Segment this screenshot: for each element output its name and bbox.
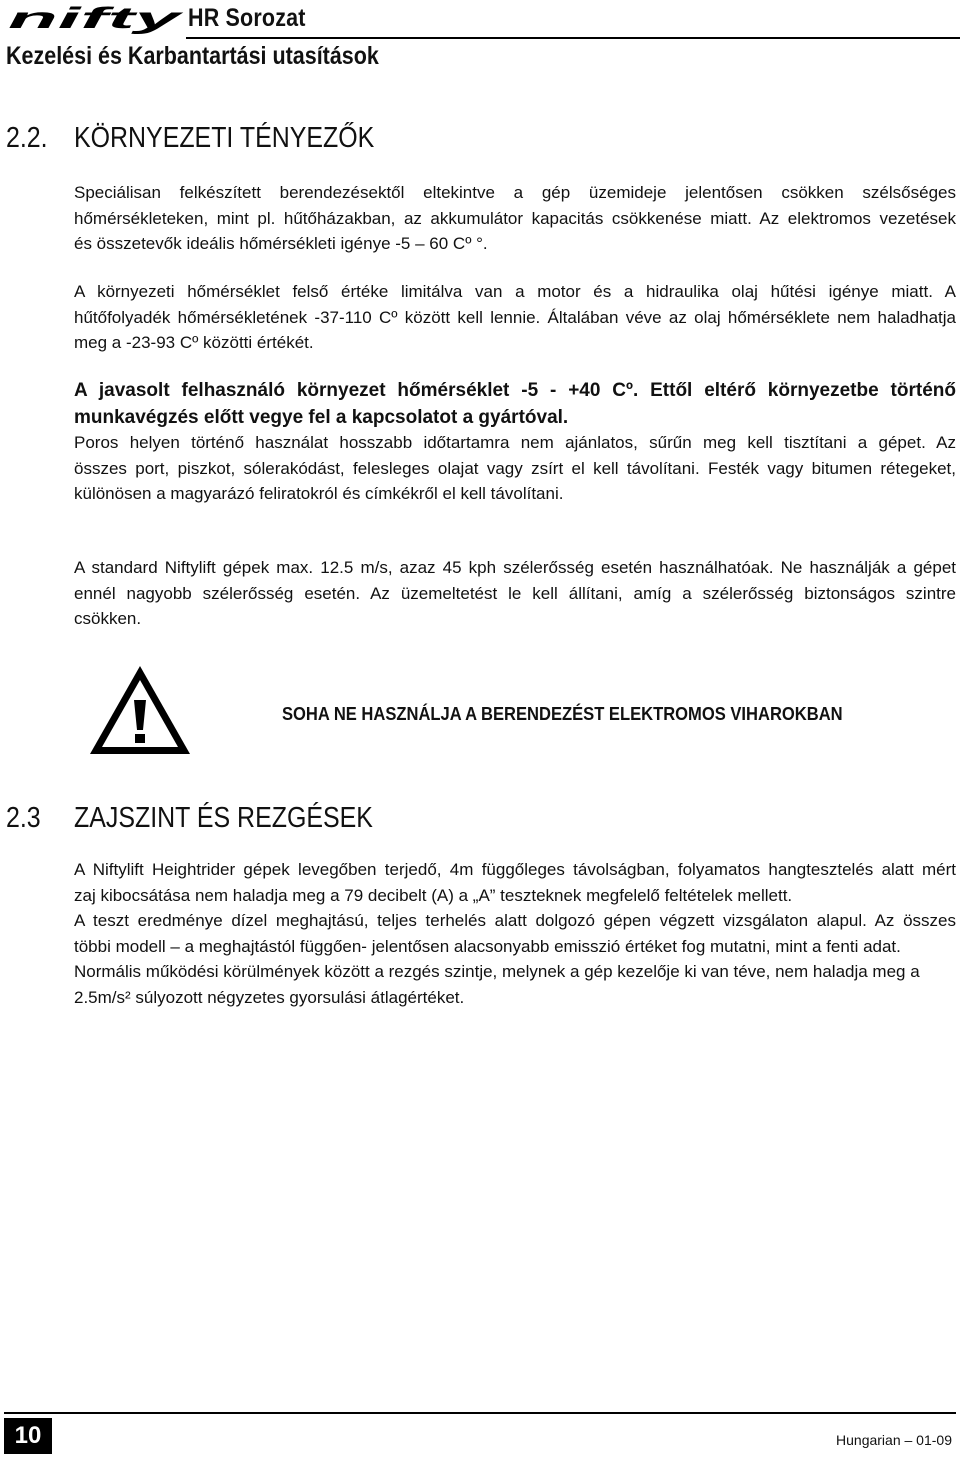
section-title: ZAJSZINT ÉS REZGÉSEK <box>74 802 373 834</box>
svg-text:nifty: nifty <box>8 4 184 34</box>
text-line: A környezeti hőmérséklet felső értéke limitálva van a motor és a hidraulika olaj hűtési igénye miatt. A <box>74 282 956 301</box>
paragraph-temperature-limits <box>74 279 956 356</box>
paragraph-recommended-temperature <box>74 377 956 431</box>
text-line: többi modell – a meghajtástól függően- jelentősen alacsonyabb emisszió értéket fog mutatni, mint a fenti adat. <box>74 936 901 956</box>
storm-warning: SOHA NE HASZNÁLJA A BERENDEZÉST ELEKTROMOS VIHAROKBAN <box>282 704 843 724</box>
text-line: csökken. <box>74 609 142 628</box>
text-line: munkavégzés előtt vegye fel a kapcsolatot a gyártóval. <box>74 407 569 428</box>
text-line: A teszt eredménye dízel meghajtású, teljes terhelés alatt dolgozó gépen végzett vizsgálaton alapul. Az összes <box>74 911 956 930</box>
paragraph-dust <box>74 430 956 507</box>
paragraph-wind <box>74 555 956 632</box>
text-line: hőmérsékleteken, mint pl. hűtőházakban, az akkumulátor kapacitás csökkenése miatt. Az elektromos vezetések <box>74 208 956 228</box>
footer-language: Hungarian – 01-09 <box>836 1432 952 1448</box>
text-line: meg a -23-93 Cº közötti értékét. <box>74 333 314 352</box>
series-title: HR Sorozat <box>188 4 306 32</box>
footer-rule <box>4 1412 956 1414</box>
text-line: összes port, piszkot, sólerakódást, felesleges olajat vagy zsírt el kell távolítani. Festék vagy bitumen rétegeket, <box>74 458 956 478</box>
warning-triangle-icon <box>88 664 192 756</box>
page-number: 10 <box>14 1422 42 1449</box>
page-number-box <box>4 1418 52 1454</box>
text-line: Poros helyen történő használat hosszabb időtartamra nem ajánlatos, sűrűn meg kell tisztítani a gépet. Az <box>74 433 956 452</box>
paragraph-noise-vibration <box>74 857 956 1010</box>
text-line: Speciálisan felkészített berendezésektől eltekintve a gép üzemideje jelentősen csökken szélsőséges <box>74 183 956 202</box>
text-line: A Niftylift Heightrider gépek levegőben terjedő, 4m függőleges távolságban, folyamatos hangtesztelés alatt mért <box>74 860 956 879</box>
document-subtitle: Kezelési és Karbantartási utasítások <box>6 42 379 70</box>
header-rule <box>186 37 960 39</box>
text-line: Normális működési körülmények között a rezgés szintje, melynek a gép kezelője ki van téve, nem haladja meg a <box>74 962 920 981</box>
text-line: hűtőfolyadék hőmérsékletének -37-110 Cº között kell lennie. Általában véve az olaj hőmérséklete nem haladhatja <box>74 307 956 327</box>
text-line: A javasolt felhasználó környezet hőmérséklet -5 - +40 Cº. Ettől eltérő környezetbe történő <box>74 380 956 401</box>
section-number: 2.2. <box>6 122 48 154</box>
text-line: 2.5m/s² súlyozott négyzetes gyorsulási átlagértéket. <box>74 987 465 1007</box>
section-title: KÖRNYEZETI TÉNYEZŐK <box>74 122 375 154</box>
text-line: különösen a magyarázó feliratokról és címkékről el kell távolítani. <box>74 484 564 503</box>
text-line: és összetevők ideális hőmérsékleti igénye -5 – 60 Cº °. <box>74 234 488 253</box>
text-line: ennél nagyobb szélerősség esetén. Az üzemeltetést le kell állítani, amíg a szélerősség biztonságos szintre <box>74 583 956 603</box>
text-line: zaj kibocsátása nem haladja meg a 79 decibelt (A) a „A” teszteknek megfelelő feltételek mellett. <box>74 885 793 905</box>
section-number: 2.3 <box>6 802 41 834</box>
nifty-logo <box>6 4 184 34</box>
paragraph-temperature-intro <box>74 180 956 257</box>
text-line: A standard Niftylift gépek max. 12.5 m/s, azaz 45 kph szélerősség esetén használhatóak. Ne használják a gépet <box>74 558 956 577</box>
